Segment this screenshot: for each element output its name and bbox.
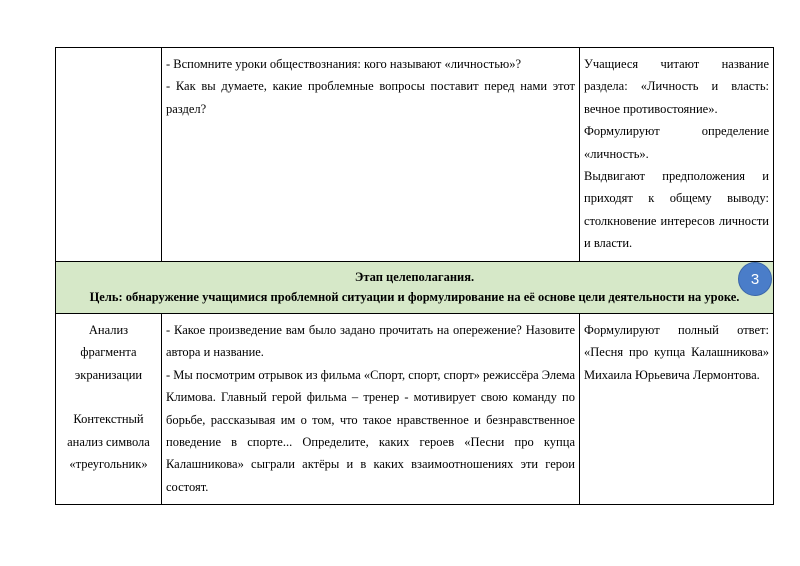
stage-header-cell (56, 262, 774, 314)
teacher-question: - Мы посмотрим отрывок из фильма «Спорт, спорт, спорт» режиссёра Элема Климова. Главный герой фильма – тренер - мотивирует свою команду по борьбе, рассказывая им о том, что такое нравственное и безнравственное поведение в спорте... Определите, каких героев «Песни про купца Калашникова» сыграли актёры и в каких взаимоотношениях эти герои состоят. (166, 367, 575, 494)
student-activity: Формулируют полный ответ: «Песня про купца Калашникова» Михаила Юрьевича Лермонтова. (584, 323, 769, 382)
teacher-activity-cell (162, 48, 580, 262)
table-row (56, 314, 774, 505)
stage-cell (56, 48, 162, 262)
stage-cell (56, 314, 162, 505)
method-label: Анализ фрагмента экранизации (74, 323, 143, 382)
stage-header-row (56, 262, 774, 314)
teacher-question: - Вспомните уроки обществознания: кого называют «личностью»? (166, 57, 522, 71)
student-activity: Учащиеся читают название раздела: «Личность и власть: вечное противостояние». (584, 57, 769, 116)
student-activity: Формулируют определение «личность». (584, 124, 769, 161)
page-number-badge[interactable]: 3 (738, 262, 772, 296)
table-row (56, 48, 774, 262)
teacher-question: - Как вы думаете, какие проблемные вопросы поставит перед нами этот раздел? (166, 79, 575, 116)
teacher-activity-cell (162, 314, 580, 505)
method-label: Контекстный анализ символа «треугольник» (67, 412, 150, 472)
lesson-plan-table (55, 47, 774, 505)
student-activity-cell (580, 48, 774, 262)
student-activity-cell (580, 314, 774, 505)
stage-goal: Цель: обнаружение учащимися проблемной ситуации и формулирование на её основе цели деятельности на уроке. (89, 290, 740, 304)
teacher-question: - Какое произведение вам было задано прочитать на опережение? Назовите автора и название. (166, 323, 575, 360)
stage-title: Этап целеполагания. (354, 270, 475, 284)
student-activity: Выдвигают предположения и приходят к общему выводу: столкновение интересов личности и власти. (584, 169, 769, 251)
